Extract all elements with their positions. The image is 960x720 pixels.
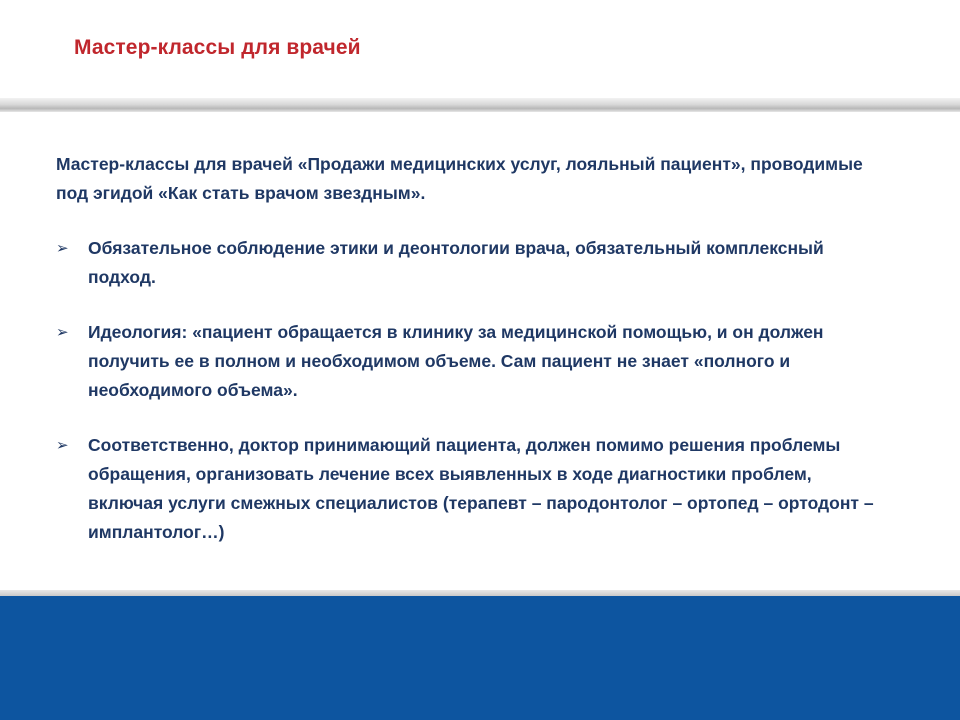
bullet-item [56,431,876,547]
bullet-item [56,318,876,405]
bottom-band [0,596,960,720]
bullet-text: Обязательное соблюдение этики и деонтологии врача, обязательный комплексный подход. [88,238,824,287]
bullet-text: Идеология: «пациент обращается в клинику за медицинской помощью, и он должен получить ее в полном и необходимом объеме. Сам пациент не знает «полного и необходимого объема». [88,322,824,400]
arrow-bullet-icon: ➢ [56,437,69,454]
bullet-text: Соответственно, доктор принимающий пациента, должен помимо решения проблемы обращения, организовать лечение всех выявленных в ходе диагностики проблем, включая услуги смежных специалистов (терапевт – пародонтолог – ортопед – ортодонт – имплантолог…) [88,435,874,542]
title-divider [0,98,960,112]
slide-content [56,150,876,573]
arrow-bullet-icon: ➢ [56,324,69,341]
intro-paragraph: Мастер-классы для врачей «Продажи медицинских услуг, лояльный пациент», проводимые под эгидой «Как стать врачом звездным». [56,154,863,203]
slide-title: Мастер-классы для врачей [74,36,361,59]
arrow-bullet-icon: ➢ [56,240,69,257]
bullet-item [56,234,876,292]
